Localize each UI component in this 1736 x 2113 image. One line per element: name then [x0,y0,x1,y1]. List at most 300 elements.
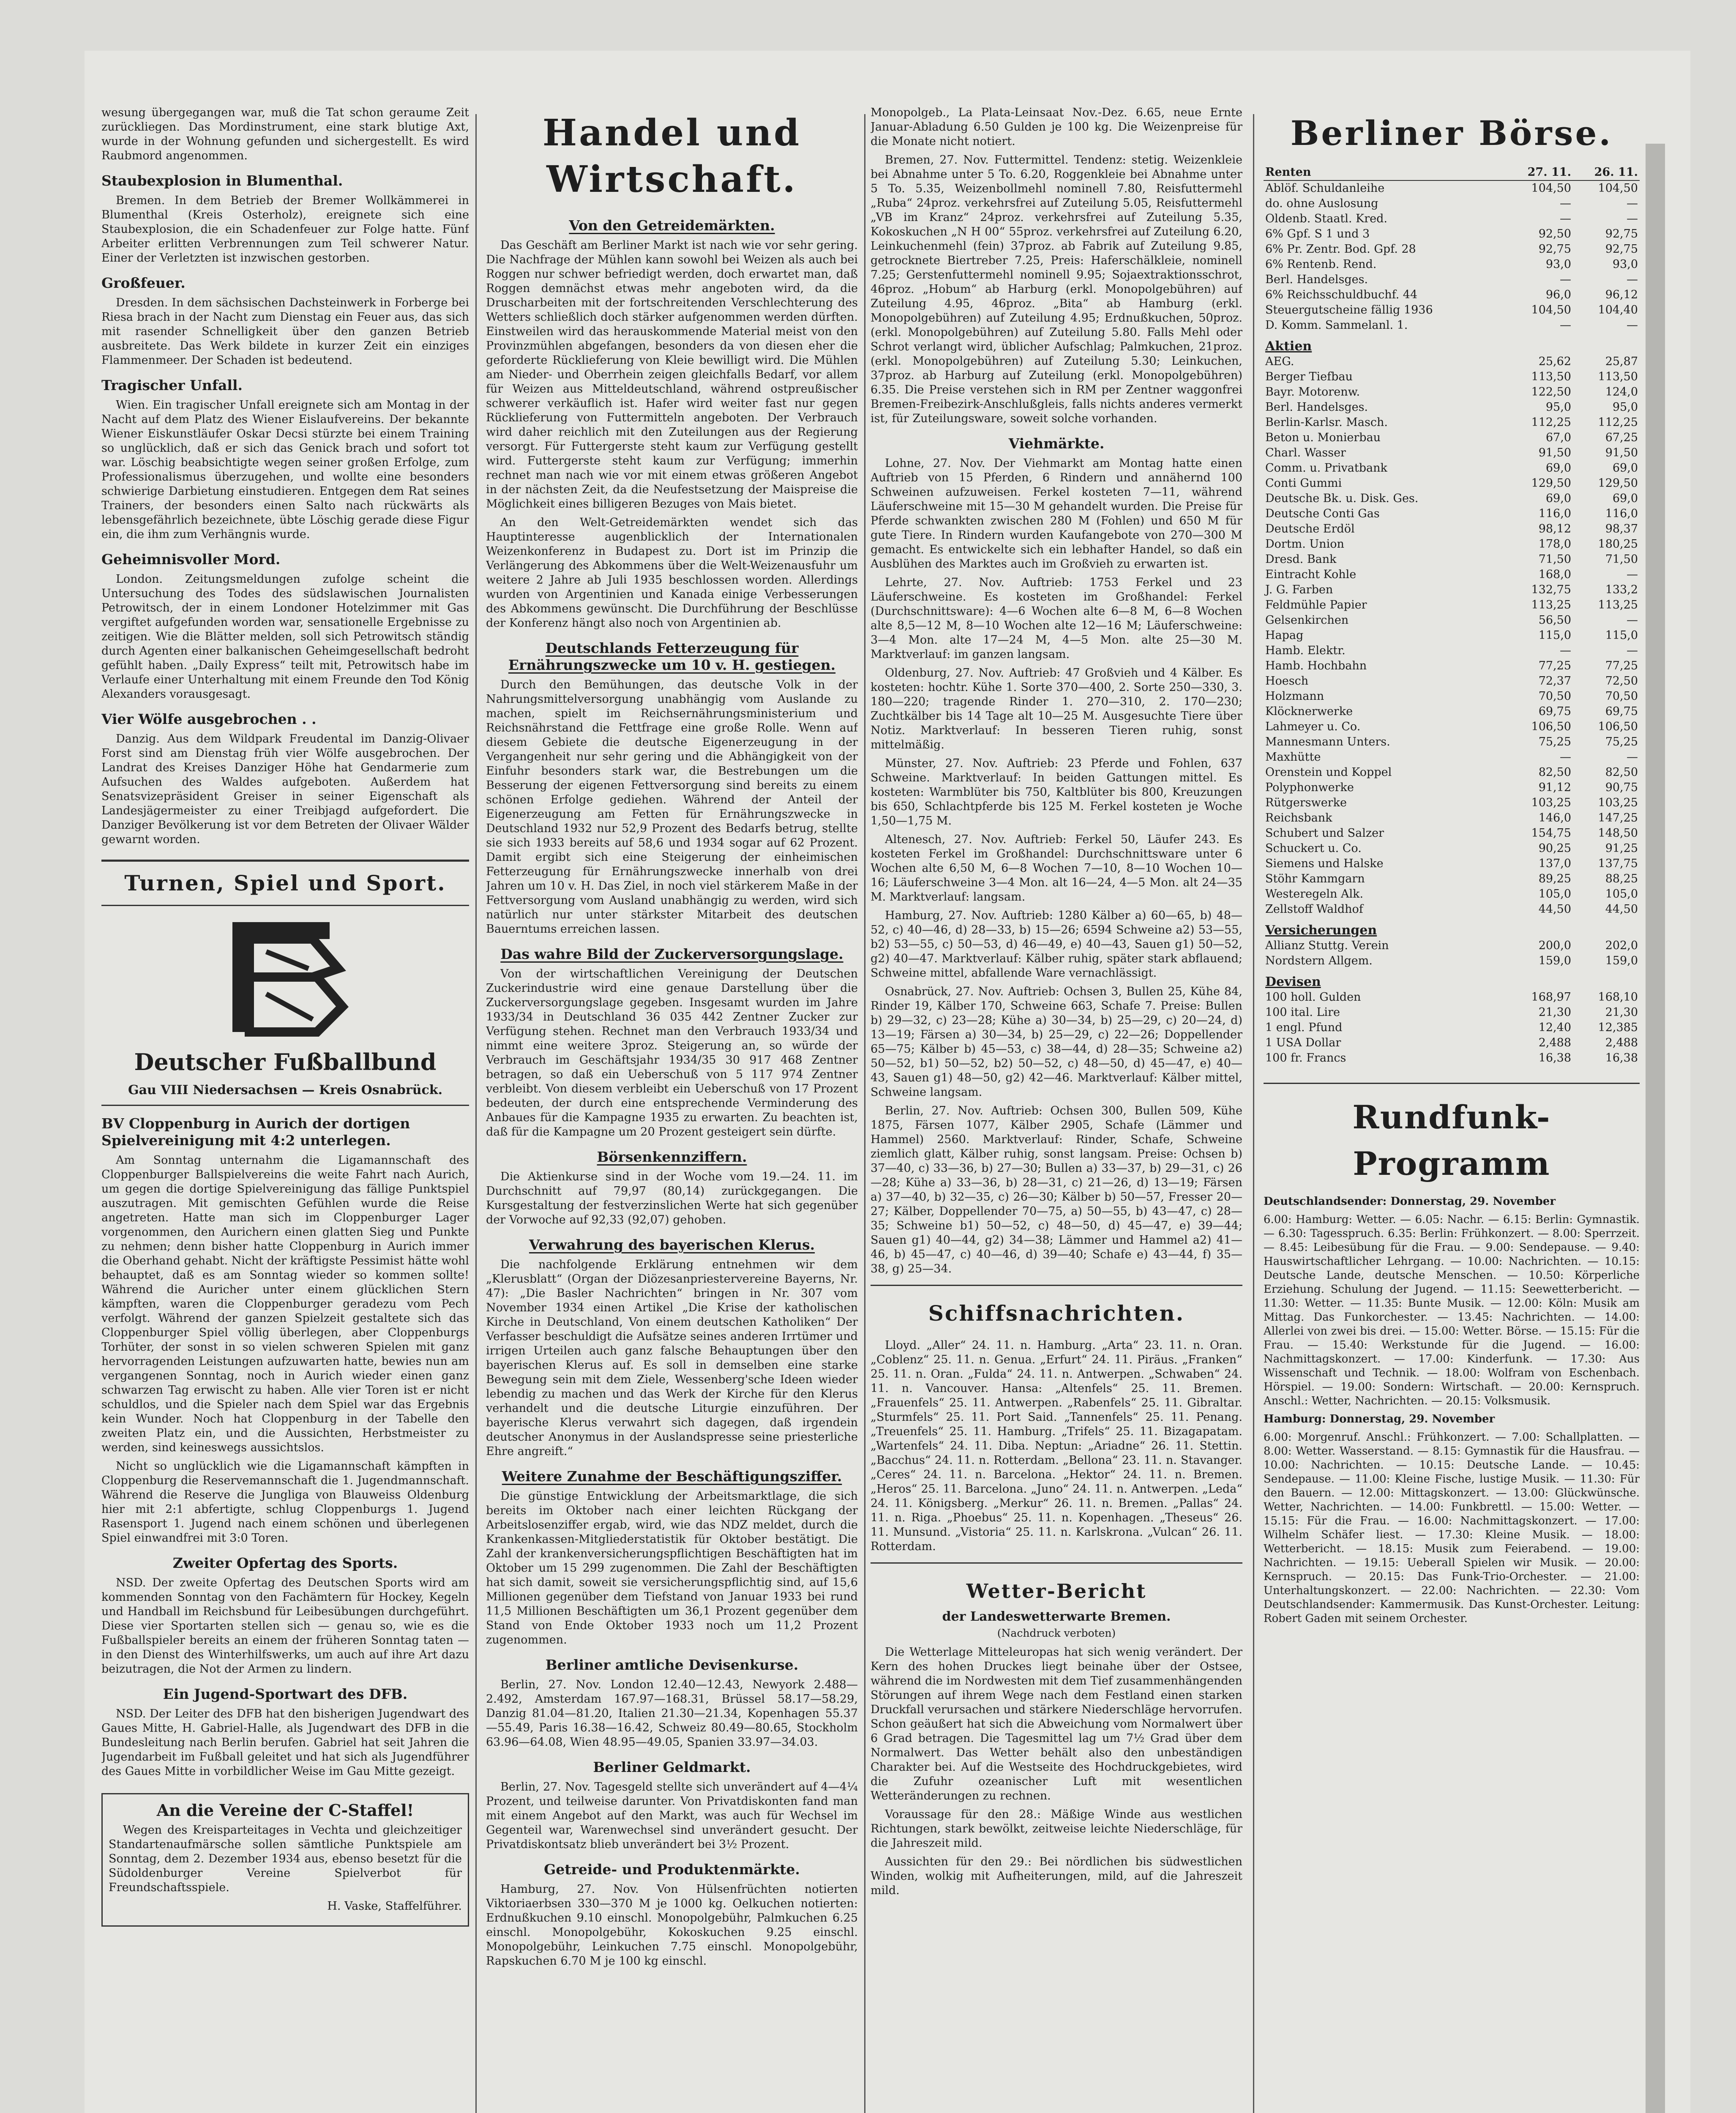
article-body: Dresden. In dem sächsischen Dachsteinwerk in Forberge bei Riesa brach in der Nacht zum Dienstag ein Feuer aus, das sich mit rasender Schnelligkeit über den ganzen Betrieb ausbreitete. Das Werk bildete in kurzer Zeit ein einziges Flammenmeer. Der Schaden ist bedeutend. [101,296,469,367]
article-title: Geheimnisvoller Mord. [101,551,281,568]
article-body: London. Zeitungsmeldungen zufolge scheint die Untersuchung des Todes des südslawischen Journalisten Petrowitsch, der in einem Londoner Hotelzimmer mit Gas vergiftet aufgefunden worden war, sensationelle Ergebnisse zu zeitigen. Wie die Blätter melden, soll sich Petrowitsch ständig durch Agenten einer balkanischen Geheimgesellschaft bedroht gefühlt haben. „Daily Express“ teilt mit, Petrowitsch habe im Verlaufe einer Unterhaltung mit einem Freunde den Tod König Alexanders vorausgesagt. [101,573,469,701]
security-name: Schubert und Salzer [1265,827,1384,840]
table-row [1264,521,1640,537]
price-current: 75,25 [1538,735,1571,748]
article-title: Börsenkennziffern. [597,1149,747,1165]
table-row [1264,287,1640,303]
cattle-market-entry: Oldenburg, 27. Nov. Auftrieb: 47 Großvieh und 4 Kälber. Es kosteten: hochtr. Kühe 1. Sorte 370—400, 2. Sorte 250—330, 3. 180—220; tragende Rinder 1. 270—310, 2. 170—230; Zuchtkälber bis 14 Tage alt 10—25 M. Ausgesuchte Tiere über Notiz. Marktverlauf: In besseren Tieren ruhig, sonst mittelmäßig. [871,666,1242,751]
security-name: Beton u. Monierbau [1265,431,1381,444]
price-previous: 69,0 [1612,492,1638,505]
security-name: 6% Gpf. S 1 und 3 [1265,227,1370,240]
security-name: 100 ital. Lire [1265,1006,1340,1019]
price-previous: 69,0 [1612,461,1638,475]
article-title: Großfeuer. [101,275,186,291]
security-name: Westeregeln Alk. [1265,887,1364,901]
article-body: Durch den Bemühungen, das deutsche Volk in der Nahrungsmittelversorgung unabhängig vom Auslande zu machen, spielt im Reichsernährungsministerium und Reichsnährstand die Fettfrage eine große Rolle. Wenn auf diesem Gebiete die deutsche Eigenerzeugung in der Vergangenheit nur sehr gering und die Abhängigkeit von der Einfuhr besonders stark war, die Bestrebungen um die Besserung der eigenen Fettversorgung sind bereits zu einem schönen Erfolge gediehen. Während der Anteil der Eigenerzeugung am Fetten für Ernährungszwecke in Deutschland 1932 nur 52,9 Prozent des Bedarfs betrug, stellte sie sich 1933 bereits auf 58,6 und 1934 sogar auf 62 Prozent. Damit ergibt sich eine Steigerung der einheimischen Fetterzeugung für Ernährungszwecke innerhalb von drei Jahren um 10 v. H. Das Ziel, in noch viel stärkerem Maße in der Fettversorgung vom Ausland unabhängig zu werden, wird sich natürlich nur unter stärkster Mitarbeit des deutschen Bauerntums erreichen lassen. [486,678,858,936]
staffel-text: Wegen des Kreisparteitages in Vechta und gleichzeitiger Standartenaufmärsche sollen sämtliche Punktspiele am Sonntag, dem 2. Dezember 1934 aus, ebenso besetzt für die Südoldenburger Vereine Spielverbot für Freundschaftsspiele. [109,1824,462,1894]
table-row [1264,856,1640,871]
article-title: Verwahrung des bayerischen Klerus. [529,1237,815,1253]
price-previous: 44,50 [1605,903,1638,916]
price-previous: 113,50 [1598,370,1638,383]
security-name: 6% Pr. Zentr. Bod. Gpf. 28 [1265,243,1416,256]
security-name: Deutsche Conti Gas [1265,507,1380,520]
security-name: Reichsbank [1265,811,1332,824]
security-name: Schuckert u. Co. [1265,842,1362,855]
price-current: 168,97 [1531,991,1571,1004]
price-previous: 159,0 [1605,954,1638,967]
price-current: 82,50 [1538,766,1571,779]
price-current: 112,25 [1531,416,1571,429]
security-name: 1 USA Dollar [1265,1036,1341,1049]
table-row [1264,598,1640,613]
price-current: 44,50 [1538,903,1571,916]
price-current: 89,25 [1538,872,1571,885]
price-current: 129,50 [1531,477,1571,490]
table-row [1264,445,1640,461]
column-rule [864,114,865,2113]
table-row [1264,582,1640,598]
security-name: 100 holl. Gulden [1265,991,1361,1004]
security-name: Rütgerswerke [1265,796,1347,809]
security-name: Zellstoff Waldhof [1265,903,1363,916]
price-previous: 106,50 [1598,720,1638,733]
price-previous: 82,50 [1605,766,1638,779]
price-previous: 67,25 [1605,431,1638,444]
match-title: BV Cloppenburg in Aurich der dortigen Spielvereinigung mit 4:2 unterlegen. [101,1115,410,1149]
security-name: Eintracht Kohle [1265,568,1357,581]
article-body: Die günstige Entwicklung der Arbeitsmarktlage, die sich bereits im Oktober nach einer leichten Rückgang der Arbeitslosenziffer ergab, wird, wie das NDZ meldet, durch die Krankenkassen-Mitgliederstatistik für Oktober bestätigt. Die Zahl der krankenversicherungspflichtigen Beschäftigten hat im Oktober um 15 299 zugenommen. Die Zahl der Beschäftigten hat sich damit, soweit sie versicherungspflichtig sind, auf 15,6 Millionen gegenüber dem Tiefstand von Januar 1933 bei rund 11,5 Millionen Beschäftigten um 36,1 Prozent gegenüber dem Stand von Ende Oktober 1933 noch um 11,2 Prozent zugenommen. [486,1490,858,1646]
price-previous: 12,385 [1598,1021,1638,1034]
cattle-market-entry: Münster, 27. Nov. Auftrieb: 23 Pferde und Fohlen, 637 Schweine. Marktverlauf: In beiden Gattungen mittel. Es kosteten: Warmblüter bis 750, Kaltblüter bis 800, Kreuzungen bis 650, Schlachtpferde bis 125 M. Ferkel kosteten je Woche 1,50—1,75 M. [871,757,1242,827]
price-current: 92,75 [1538,243,1571,256]
binding-edge [1646,144,1665,2113]
table-row [1264,887,1640,902]
newspaper-page [85,51,1690,2113]
section-label-row [1264,333,1640,354]
price-previous: 91,50 [1605,446,1638,459]
security-name: Hamb. Hochbahn [1265,659,1367,672]
article-body: Berlin, 27. Nov. Tagesgeld stellte sich unverändert auf 4—4¼ Prozent, und teilweise darunter. Von Privatdiskonten fand man mit einem Angebot auf den Markt, was auch für Wechsel im Gegenteil war, Warenwechsel sind unverändert gesucht. Der Privatdiskontsatz blieb unverändert bei 3½ Prozent. [486,1780,858,1851]
price-current: 25,62 [1538,355,1571,368]
table-row [1264,272,1640,287]
article-body: Danzig. Aus dem Wildpark Freudental im Danzig-Olivaer Forst sind am Dienstag früh vier Wölfe ausgebrochen. Der Landrat des Kreises Danziger Höhe hat Gendarmerie zum Aufsuchen des Waldes aufgeboten. Außerdem hat Senatsvizepräsident Greiser in seiner Eigenschaft als Landesjägermeister zu einer Treibjagd aufgefordert. Die Danziger Bevölkerung ist vor dem Betreten der Olivaer Wälder gewarnt worden. [101,732,469,846]
table-row [1264,400,1640,415]
price-previous: — [1627,212,1638,225]
security-name: Deutsche Bk. u. Disk. Ges. [1265,492,1419,505]
table-row [1264,506,1640,521]
price-previous: 92,75 [1605,227,1638,240]
price-previous: 92,75 [1605,243,1638,256]
security-name: Deutsche Erdöl [1265,522,1355,535]
radio-station-header: Deutschlandsender: Donnerstag, 29. November [1264,1195,1556,1208]
article-title: Getreide- und Produktenmärkte. [544,1861,800,1878]
security-name: Dortm. Union [1265,538,1344,551]
price-previous: 70,50 [1605,690,1638,703]
security-name: 6% Rentenb. Rend. [1265,258,1377,271]
price-previous: 69,75 [1605,705,1638,718]
price-previous: 93,0 [1612,258,1638,271]
cattle-market-entry: Lehrte, 27. Nov. Auftrieb: 1753 Ferkel und 23 Läuferschweine. Es kosteten im Großhandel: Ferkel (Durchschnittsware): 4—6 Wochen alte 6—8 M, 6—8 Wochen alte 8,5—12 M, 8—10 Wochen alte 12—16 M; Läuferschweine: 3—4 Mon. alte 17—24 M, 4—5 Mon. alte 25—30 M. Marktverlauf: im ganzen langsam. [871,576,1242,661]
price-current: 137,0 [1538,857,1571,870]
jugend-text: NSD. Der Leiter des DFB hat den bisherigen Jugendwart des Gaues Mitte, H. Gabriel-Halle, als Jugendwart des DFB in die Bundesleitung nach Berlin berufen. Gabriel hat seit Jahren die Jugendarbeit im Fußball geleitet und hat sich als Jugendführer des Gaues Mitte in vorbildlicher Weise im Gau Mitte gezeigt. [101,1707,469,1778]
price-previous: 72,50 [1605,674,1638,688]
price-current: — [1560,212,1571,225]
price-current: 132,75 [1531,583,1571,596]
article-body: Von der wirtschaftlichen Vereinigung der Deutschen Zuckerindustrie wird eine genaue Darstellung über die Zuckerversorgungslage gegeben. Insgesamt wurden im Jahre 1933/34 in Deutschland 36 035 442 Zentner Zucker zur Verfügung stehen. Rechnet man den Verbrauch 1933/34 und nimmt eine weitere 3proz. Steigerung an, so würde der Verbrauch im Geschäftsjahr 1934/35 30 917 468 Zentner betragen, so daß ein Ueberschuß von 5 117 974 Zentner verbleibt. Von diesem verbleibt ein Ueberschuß von 17 Prozent bedeuten, der durch eine entsprechende Verminderung des Anbaues für die Kampagne 1935 zu erwarten. Zu beachten ist, daß für die Kampagne um 20 Prozent gesteigert sein dürfte. [486,967,858,1138]
weather-title: Wetter-Bericht [966,1580,1147,1602]
price-previous: 104,50 [1598,182,1638,195]
price-previous: 116,0 [1605,507,1638,520]
price-previous: 77,25 [1605,659,1638,672]
security-name: 1 engl. Pfund [1265,1021,1343,1034]
match-report: Am Sonntag unternahm die Ligamannschaft des Cloppenburger Ballspielvereins die weite Fahrt nach Aurich, um gegen die dortige Spielvereinigung das fällige Punktspiel auszutragen. Mit gemischten Gefühlen wurde die Reise angetreten. Hatte man sich im Cloppenburger Lager vorgenommen, den Aurichern einen glatten Sieg und Punkte zu nehmen; denn bisher hatte Cloppenburg in Aurich immer die Oberhand gehabt. Nicht der kräftigste Pessimist hätte wohl behauptet, daß es am Sonntag wieder so kommen sollte! Während die Auricher unter einem glücklichen Stern kämpften, waren die Cloppenburger geradezu vom Pech verfolgt. Während der ganzen Spielzeit gestaltete sich das Cloppenburger Spiel völlig überlegen, aber Cloppenburgs Torhüter, der sonst in so vielen schweren Spielen mit ganz hervorragenden Leistungen aufzuwarten hatte, bewies nun am vergangenen Sonntag, noch in Aurich wieder einen ganz schwarzen Tag erwischt zu haben. Alle vier Toren ist er nicht schuldlos, und die Spieler nach dem Spiel war das Ergebnis kein Wunder. Noch hat Cloppenburg in der Tabelle den zweiten Platz ein, und die Aussichten, Herbstmeister zu werden, sind keineswegs aussichtslos. [101,1154,469,1454]
table-row [1264,750,1640,765]
table-row [1264,953,1640,969]
price-current: 67,0 [1545,431,1571,444]
cattle-market-entry: Berlin, 27. Nov. Auftrieb: Ochsen 300, Bullen 509, Kühe 1875, Färsen 1077, Kälber 2905, Schafe (Lämmer und Hammel) 2560. Marktverlauf: Rinder, Schafe, Schweine ziemlich glatt, Kälber ruhig, sonst langsam. Preise: Ochsen b) 37—40, c) 33—36, b) 27—30; Bullen a) 33—37, b) 29—31, c) 26—28; Kühe a) 33—36, b) 28—31, c) 21—26, d) 13—19; Färsen a) 37—40, b) 32—35, c) 26—30; Kälber b) 50—57, Fresser 20—27; Kälber, Doppellender 70—75, a) 50—55, b) 43—47, c) 28—35; Schweine b1) 50—52, c) 48—50, d) 45—47, e) 39—44; Sauen g1) 40—44, g2) 34—38; Lämmer und Hammel a2) 41—46, b) 45—47, c) 40—46, d) 39—40; Schafe e) 43—44, f) 35—38, g) 25—34. [871,1104,1242,1275]
table-row [1264,990,1640,1005]
table-row [1264,734,1640,750]
price-current: 103,25 [1531,796,1571,809]
price-previous: — [1627,614,1638,627]
table-row [1264,430,1640,445]
price-current: 106,50 [1531,720,1571,733]
radio-masthead: Rundfunk-Programm [1352,1098,1551,1182]
table-row [1264,461,1640,476]
opfertag-text: NSD. Der zweite Opfertag des Deutschen Sports wird am kommenden Sonntag von den Fachämtern für Hockey, Kegeln und Handball im Reichsbund für Leibesübungen durchgeführt. Diese vier Sportarten stellen sich — genau so, wie es die Fußballspieler bereits an einem der früheren Sonntag taten — in den Dienst des Winterhilfswerks, um auch auf ihre Art dazu beizutragen, die Not der Armen zu lindern. [101,1576,469,1676]
price-current: 159,0 [1538,954,1571,967]
table-row [1264,689,1640,704]
price-current: 105,0 [1538,887,1571,901]
security-name: Siemens und Halske [1265,857,1384,870]
table-row [1264,1035,1640,1051]
table-row [1264,658,1640,674]
security-name: Orenstein und Koppel [1265,766,1392,779]
price-previous: 148,50 [1598,827,1638,840]
table-row [1264,811,1640,826]
price-previous: 104,40 [1598,303,1638,317]
price-current: 168,0 [1538,568,1571,581]
table-row [1264,1051,1640,1066]
price-previous: 98,37 [1605,522,1638,535]
price-previous: 2,488 [1605,1036,1638,1049]
date-column-1: 27. 11. [1506,165,1573,180]
price-previous: 112,25 [1598,416,1638,429]
security-name: Berl. Handelsges. [1265,401,1368,414]
table-row [1264,242,1640,257]
table-row [1264,567,1640,582]
price-current: 146,0 [1538,811,1571,824]
section-label-row [1264,969,1640,990]
cattle-market-entry: Hamburg, 27. Nov. Auftrieb: 1280 Kälber a) 60—65, b) 48—52, c) 40—46, d) 28—33, b) 15—26; 6594 Schweine a2) 53—55, b2) 53—55, c) 50—53, d) 46—49, e) 40—43, Sauen g1) 50—52, g2) 40—47. Marktverlauf: Kälber ruhig, später stark abflauend; Schweine mittel, abfallende Ware vernachlässigt. [871,909,1242,980]
price-current: 96,0 [1545,288,1571,301]
sport-heading: Turnen, Spiel und Sport. [124,871,446,895]
column-rule [1253,114,1254,2113]
article-body: Bremen. In dem Betrieb der Bremer Wollkämmerei in Blumenthal (Kreis Osterholz), ereignete sich eine Staubexplosion, die ein Schadenfeuer zur Folge hatte. Fünf Arbeiter erlitten Verbrennungen zum Teil schwerer Natur. Einer der Verletzten ist inzwischen gestorben. [101,194,469,265]
table-row [1264,871,1640,887]
price-current: 71,50 [1538,553,1571,566]
security-name: Gelsenkirchen [1265,614,1349,627]
table-row [1264,938,1640,953]
price-previous: — [1627,319,1638,332]
price-current: 122,50 [1531,385,1571,399]
price-current: 92,50 [1538,227,1571,240]
table-row [1264,1020,1640,1035]
price-previous: 21,30 [1605,1006,1638,1019]
price-current: 69,0 [1545,492,1571,505]
table-row [1264,826,1640,841]
security-name: J. G. Farben [1265,583,1333,596]
price-previous: 88,25 [1605,872,1638,885]
table-row [1264,765,1640,780]
column-trade-economy [486,106,858,2113]
table-row [1264,674,1640,689]
table-row [1264,476,1640,491]
table-row [1264,196,1640,211]
security-name: 100 fr. Francs [1265,1051,1346,1065]
security-name: Polyphonwerke [1265,781,1354,794]
price-previous: 124,0 [1605,385,1638,399]
table-header-row [1264,165,1640,180]
price-previous: 202,0 [1605,939,1638,952]
price-current: — [1560,644,1571,657]
price-current: 21,30 [1538,1006,1571,1019]
feed-market-report: Bremen, 27. Nov. Futtermittel. Tendenz: stetig. Weizenkleie bei Abnahme unter 5 To. 6.20, Roggenkleie bei Abnahme unter 5 To. 5.35, Weizenbollmehl nominell 7.80, Reisfuttermehl „Ruba“ 24proz. verkehrsfrei auf Zuteilung 5.05, Reisfuttermehl „VB im Kranz“ 24proz. verkehrsfrei auf Zuteilung 5.35, Kokoskuchen „N H 00“ 55proz. verkehrsfrei auf Zuteilung 6.20, Leinkuchenmehl (fein) 37proz. ab Fabrik auf Zuteilung 9.85, getrocknete Biertreber 7.25, Preis: Haferschälkleie, nominell 7.25; Gerstenfuttermehl nominell 9.95; Sojaextraktionsschrot, 46proz. „Hobum“ ab Harburg (erkl. Monopolgebühren) auf Zuteilung 4.95, 46proz. „Bita“ ab Hamburg (erkl. Monopolgebühren) auf Zuteilung 4.95; Erdnußkuchen, 50proz. (erkl. Monopolgebühren) auf Zuteilung 5.80. Falls Mehl oder Schrot verlangt wird, üblicher Aufschlag; Palmkuchen, 21proz. (erkl. Monopolgebühren) auf Zuteilung 5.30; Leinkuchen, 37proz. ab Harburg auf Zuteilung (erkl. Monopolgebühren) 6.35. Die Preise verstehen sich in RM per Zentner waggonfrei Bremen-Freibezirk-Anschlußgleis, falls nichts anderes vermerkt ist, für Zuteilungsware, soweit solche vorhanden. [871,153,1242,425]
price-previous: 16,38 [1605,1051,1638,1065]
dfb-title: Deutscher Fußballbund [134,1048,437,1076]
price-current: 98,12 [1538,522,1571,535]
price-previous: 95,0 [1612,401,1638,414]
staffel-signature: H. Vaske, Staffelführer. [327,1900,462,1913]
opfertag-title: Zweiter Opfertag des Sports. [172,1555,398,1571]
table-row [1264,1005,1640,1020]
price-previous: 71,50 [1605,553,1638,566]
table-row [1264,537,1640,552]
table-row [1264,211,1640,227]
column-markets-shipping-weather [871,106,1242,2113]
price-current: 200,0 [1538,939,1571,952]
dfb-logo-icon [216,914,355,1040]
weather-note: (Nachdruck verboten) [997,1627,1116,1639]
price-previous: 91,25 [1605,842,1638,855]
article-continuation: Monopolgeb., La Plata-Leinsaat Nov.-Dez. 6.65, neue Ernte Januar-Abladung 6.50 Gulden je 100 kg. Die Weizenpreise für die Monate nicht notiert. [871,106,1242,148]
divider [1264,1083,1640,1084]
security-name: Allianz Stuttg. Verein [1265,939,1389,952]
price-previous: — [1627,568,1638,581]
price-current: 115,0 [1538,629,1571,642]
security-name: Berger Tiefbau [1265,370,1353,383]
jugend-title: Ein Jugend-Sportwart des DFB. [163,1686,408,1702]
article-title: Das wahre Bild der Zuckerversorgungslage. [500,946,843,962]
security-name: Ablöf. Schuldanleihe [1265,182,1385,195]
table-row [1264,227,1640,242]
price-current: 69,0 [1545,461,1571,475]
column-rule [475,114,477,2113]
table-row [1264,719,1640,734]
shipping-title: Schiffsnachrichten. [928,1301,1185,1326]
article-body: Die nachfolgende Erklärung entnehmen wir dem „Klerusblatt“ (Organ der Diözesanpriestervereine Bayerns, Nr. 47): „Die Basler Nachrichten“ bringen in Nr. 307 vom November 1934 einen Artikel „Die Krise der katholischen Kirche in Deutschland, Von einem deutschen Katholiken“ Der Verfasser beschuldigt die Aufsätze seines anderen Irrtümer und irrigen Urteilen auch ganz falsche Behauptungen über den bayerischen Klerus auf. Es soll in demselben eine starke Bewegung sein mit dem Ziele, Wessenberg'sche Ideen wieder lebendig zu machen und das Werk der Kirche für den Klerus verhandelt und die deutsche Liturgie einzuführen. Der bayerische Klerus verwahrt sich dagegen, daß irgendein deutscher Anonymus in der Auslandspresse seine priesterliche Ehre angreift.“ [486,1258,858,1458]
table-row [1264,780,1640,795]
article-title: Tragischer Unfall. [101,377,243,393]
radio-program [1264,1195,1640,1626]
staffel-title: An die Vereine der C-Staffel! [156,1801,414,1820]
table-row [1264,180,1640,196]
weather-report: Die Wetterlage Mitteleuropas hat sich wenig verändert. Der Kern des hohen Druckes liegt beinahe über der Ostsee, während die im Nordwesten mit dem Tief zusammenhängenden Störungen auf ihrem Wege nach dem Festland einen starken Druckfall verursachen und stärkere Niederschläge hervorrufen. Schon geäußert hat sich die Abweichung vom Normalwert über 6 Grad betragen. Die Tagesmittel lag um 7½ Grad über dem Normalwert. Das Wetter behält also den unbeständigen Charakter bei. Auf die Westseite des Hochdruckgebietes, wird die Zufuhr ozeanischer Luft mit wesentlichen Wetteränderungen zu rechnen. [871,1646,1242,1802]
price-previous: 133,2 [1605,583,1638,596]
column-local-news-sport [101,106,469,2113]
price-current: 91,12 [1538,781,1571,794]
security-name: Hamb. Elektr. [1265,644,1346,657]
section-label: Aktien [1265,339,1312,354]
price-current: 154,75 [1531,827,1571,840]
security-name: 6% Reichsschuldbuchf. 44 [1265,288,1418,301]
price-current: 93,0 [1545,258,1571,271]
section-label-row [1264,917,1640,938]
article-body: Hamburg, 27. Nov. Von Hülsenfrüchten notierten Viktoriaerbsen 330—370 M je 1000 kg. Oelkuchen notierten: Erdnußkuchen 9.10 einschl. Monopolgebühr, Palmkuchen 6.25 einschl. Monopolgebühr, Kokoskuchen 9.25 einschl. Monopolgebühr, Leinkuchen 7.75 einschl. Monopolgebühr, Rapskuchen 6.70 M je 100 kg einschl. [486,1883,858,1968]
table-row [1264,385,1640,400]
price-previous: 103,25 [1598,796,1638,809]
table-row [1264,318,1640,333]
security-name: Hoesch [1265,674,1309,688]
price-current: 56,50 [1538,614,1571,627]
table-row [1264,303,1640,318]
price-current: 116,0 [1538,507,1571,520]
security-name: Maxhütte [1265,751,1321,764]
table-row [1264,613,1640,628]
article-title: Berliner Geldmarkt. [593,1759,751,1775]
table-row [1264,491,1640,506]
table-row [1264,704,1640,719]
price-previous: — [1627,751,1638,764]
security-name: Lahmeyer u. Co. [1265,720,1361,733]
match-report-2: Nicht so unglücklich wie die Ligamannschaft kämpften in Cloppenburg die Reservemannschaft die 1. Jugendmannschaft. Während die Reserve die Jungliga von Blauweiss Oldenburg hier mit 2:1 abfertigte, schlug Cloppenburgs 1. Jugend Rasensport 1. Jugend nach einem schönen und überlegenen Spiel einwandfrei mit 3:0 Toren. [101,1460,469,1545]
column-stock-exchange-radio [1264,106,1640,2113]
security-name: D. Komm. Sammelanl. 1. [1265,319,1408,332]
price-previous: 90,75 [1605,781,1638,794]
price-current: 104,50 [1531,303,1571,317]
security-name: Feldmühle Papier [1265,598,1367,612]
weather-outlook: Aussichten für den 29.: Bei nördlichen bis südwestlichen Winden, wolkig mit Aufheiterungen, mild, auf die Jahreszeit mild. [871,1855,1242,1897]
cattle-market-entry: Lohne, 27. Nov. Der Viehmarkt am Montag hatte einen Auftrieb von 15 Pferden, 6 Rindern und annähernd 100 Schweinen aufzuweisen. Ferkel kosteten 7—11, während Läuferschweine mit 15—30 M gehandelt wurden. Die Preise für Pferde schwankten zwischen 280 M (Fohlen) und 650 M für gute Tiere. In Rindern wurden Kaufangebote von 270—300 M gemacht. Es entwickelte sich ein lebhafter Handel, so daß ein Ausblühen des Marktes auch im Großvieh zu erwarten ist. [871,457,1242,571]
stock-exchange-table [1264,165,1640,1066]
price-previous: 180,25 [1598,538,1638,551]
security-name: Charl. Wasser [1265,446,1346,459]
price-current: 95,0 [1545,401,1571,414]
security-name: Stöhr Kammgarn [1265,872,1365,885]
price-current: — [1560,197,1571,210]
price-current: 113,25 [1531,598,1571,612]
price-current: — [1560,319,1571,332]
security-name: AEG. [1265,355,1294,368]
price-current: 69,75 [1538,705,1571,718]
price-previous: — [1627,273,1638,286]
security-name: Nordstern Allgem. [1265,954,1373,967]
cattle-market-entry: Osnabrück, 27. Nov. Auftrieb: Ochsen 3, Bullen 25, Kühe 84, Rinder 19, Kälber 170, Schweine 663, Schafe 7. Preise: Bullen b) 29—32, c) 23—28; Kühe a) 30—34, b) 25—29, c) 20—24, d) 13—19; Färsen a) 30—34, b) 25—29, c) 22—26; Doppellender 65—75; Kälber b) 45—53, c) 38—44, d) 28—35; Schweine a2) 50—52, b1) 50—52, b2) 50—52, c) 48—50, d) 45—47, e) 40—43, Sauen g1) 48—50, g2) 42—46. Marktverlauf: Kälber mittel, Schweine langsam. [871,985,1242,1099]
price-current: 113,50 [1531,370,1571,383]
price-previous: 168,10 [1598,991,1638,1004]
price-current: 12,40 [1538,1021,1571,1034]
dfb-subtitle: Gau VIII Niedersachsen — Kreis Osnabrück. [128,1083,443,1097]
table-row [1264,354,1640,369]
article-body: An den Welt-Getreidemärkten wendet sich das Hauptinteresse augenblicklich der Internationalen Weizenkonferenz in Budapest zu. Dort ist im Prinzip die Verlängerung des Abkommens über die Welt-Weizenausfuhr um weitere 2 Jahre ab Juli 1935 beschlossen worden. Allerdings wurden von Argentinien und Kanada einige Verbesserungen des Abkommens gewünscht. Die Durchführung der Beschlüsse der Konferenz hängt also noch von Argentinien ab. [486,516,858,630]
stock-exchange-masthead: Berliner Börse. [1290,113,1613,153]
table-row [1264,795,1640,811]
price-current: 178,0 [1538,538,1571,551]
price-previous: 137,75 [1598,857,1638,870]
price-current: 72,37 [1538,674,1571,688]
price-current: — [1560,273,1571,286]
price-previous: 75,25 [1605,735,1638,748]
table-row [1264,369,1640,385]
security-name: Berl. Handelsges. [1265,273,1368,286]
article-body: Berlin, 27. Nov. London 12.40—12.43, Newyork 2.488—2.492, Amsterdam 167.97—168.31, Brüssel 58.17—58.29, Danzig 81.04—81.20, Italien 21.30—21.34, Kopenhagen 55.37—55.49, Paris 16.38—16.42, Schweiz 80.49—80.65, Stockholm 63.96—64.08, Wien 48.95—49.05, Spanien 33.97—34.03. [486,1678,858,1749]
price-current: 70,50 [1538,690,1571,703]
table-row [1264,628,1640,643]
price-current: — [1560,751,1571,764]
table-row [1264,902,1640,917]
price-current: 2,488 [1538,1036,1571,1049]
table-row [1264,415,1640,430]
table-row [1264,552,1640,567]
security-name: Mannesmann Unters. [1265,735,1390,748]
article-body: Das Geschäft am Berliner Markt ist nach wie vor sehr gering. Die Nachfrage der Mühlen kann sowohl bei Weizen als auch bei Roggen nur schwer befriedigt werden, doch erwartet man, daß Roggen demnächst etwas mehr angeboten wird, da die Druscharbeiten mit der fortschreitenden Verschlechterung des Wetters schließlich doch stärker aufgenommen werden dürften. Einstweilen wird das herauskommende Material meist von den Provinzmühlen abgefangen, besonders da von diesen eher die geforderte Rücklieferung von Kleie bewilligt wird. Die Mühlen am Nieder- und Oberrhein zeigen gleichfalls Bedarf, vor allem für Weizen aus Mitteldeutschland, während ostpreußischer schwerer verkäuflich ist. Hafer wird weiter fast nur gegen Rücklieferung von Futtermitteln angeboten. Der Verbrauch wird daher reichlich mit den Zuteilungen aus der Regierung versorgt. Für Futtergerste steht kaum zur Verfügung gestellt wird. Futtergerste steht kaum zur Verfügung; immerhin rechnet man nach wie vor mit einem etwas größeren Angebot in der nächsten Zeit, da die Neufestsetzung der Maispreise die Möglichkeit eines billigeren Bezuges von Mais bietet. [486,239,858,511]
security-name: Steuergutscheine fällig 1936 [1265,303,1433,317]
article-body: Wien. Ein tragischer Unfall ereignete sich am Montag in der Nacht auf dem Platz des Wiener Eislaufvereins. Der bekannte Wiener Eiskunstläufer Oskar Decsi stürzte bei einem Training so unglücklich, daß er sich das Genick brach und sofort tot war. Löschig beabsichtigte wegen seiner großen Erfolge, zum Professionalismus überzugehen, und wollte eine besonders schwierige Darbietung einstudieren. Entgegen dem Rat seines Trainers, der besonders einen Salto nach rückwärts als lebensgefährlich bezeichnete, übte Löschig gerade diese Figur ein, die ihm zum Verhängnis wurde. [101,399,469,541]
security-name: Bayr. Motorenw. [1265,385,1360,399]
price-current: 16,38 [1538,1051,1571,1065]
weather-forecast: Voraussage für den 28.: Mäßige Winde aus westlichen Richtungen, stark bewölkt, zeitweise leichte Niederschläge, für die Jahreszeit mild. [871,1808,1242,1850]
radio-station-header: Hamburg: Donnerstag, 29. November [1264,1413,1495,1425]
article-title: Von den Getreidemärkten. [569,217,775,234]
table-row [1264,257,1640,272]
divider [871,1562,1242,1564]
article-title: Deutschlands Fetterzeugung für Ernährungszwecke um 10 v. H. gestiegen. [508,640,836,673]
price-previous: 113,25 [1598,598,1638,612]
price-previous: 96,12 [1605,288,1638,301]
price-current: 77,25 [1538,659,1571,672]
section-label: Versicherungen [1265,923,1377,938]
security-name: do. ohne Auslosung [1265,197,1378,210]
cattle-market-entry: Altenesch, 27. Nov. Auftrieb: Ferkel 50, Läufer 243. Es kosteten Ferkel im Großhandel: Durchschnittsware unter 6 Wochen alte 6,50 M, 6—8 Wochen 7—10, 8—10 Wochen 10—16; Läuferschweine 3—4 Mon. alt 16—24, 4—5 Mon. alt 24—35 M. Marktverlauf: langsam. [871,833,1242,904]
security-name: Oldenb. Staatl. Kred. [1265,212,1387,225]
price-previous: 25,87 [1605,355,1638,368]
price-current: 91,50 [1538,446,1571,459]
article-title: Staubexplosion in Blumenthal. [101,172,343,189]
security-name: Comm. u. Privatbank [1265,461,1387,475]
price-current: 90,25 [1538,842,1571,855]
trade-masthead: Handel und Wirtschaft. [542,112,802,201]
weather-subtitle: der Landeswetterwarte Bremen. [942,1609,1171,1624]
divider [871,1285,1242,1286]
security-name: Holzmann [1265,690,1324,703]
article-title: Vier Wölfe ausgebrochen . . [101,711,317,727]
radio-schedule: 6.00: Morgenruf. Anschl.: Frühkonzert. — 7.00: Schallplatten. — 8.00: Wetter. Wasserstand. — 8.15: Gymnastik für die Hausfrau. — 10.00: Nachrichten. — 10.15: Deutsche Lande. — 10.45: Sendepause. — 11.00: Kleine Fische, lustige Musik. — 11.30: Für den Bauern. — 12.00: Mittagskonzert. — 13.00: Glückwünsche. Wetter, Nachrichten. — 14.00: Funkbrettl. — 15.00: Wetter. — 15.15: Für die Frau. — 16.00: Nachmittagskonzert. — 17.00: Wilhelm Schäfer liest. — 17.30: Kleine Musik. — 18.00: Wetterbericht. — 18.15: Musik zum Feierabend. — 19.00: Nachrichten. — 19.15: Ueberall Spielen wir Musik. — 20.00: Kernspruch. — 20.15: Das Funk-Trio-Orchester. — 21.00: Unterhaltungskonzert. — 22.00: Nachrichten. — 22.30: Vom Deutschlandsender: Kammermusik. Das Kunst-Orchester. Leitung: Robert Gaden mit seinem Orchester. [1264,1431,1640,1625]
cattle-markets-title: Viehmärkte. [1008,435,1105,452]
price-previous: 129,50 [1598,477,1638,490]
security-name: Klöcknerwerke [1265,705,1353,718]
table-row [1264,841,1640,856]
staffel-notice [101,1793,469,1927]
article-title: Weitere Zunahme der Beschäftigungsziffer. [502,1468,842,1485]
price-previous: — [1627,644,1638,657]
price-current: 104,50 [1531,182,1571,195]
price-previous: — [1627,197,1638,210]
radio-schedule: 6.00: Hamburg: Wetter. — 6.05: Nachr. — 6.15: Berlin: Gymnastik. — 6.30: Tagesspruch. 6.35: Berlin: Frühkonzert. — 8.00: Sperrzeit. — 8.45: Leibesübung für die Frau. — 9.00: Sendepause. — 9.40: Hauswirtschaftlicher Lehrgang. — 10.00: Nachrichten. — 10.15: Deutsche Lande, deutsche Menschen. — 10.50: Körperliche Erziehung. Schulung der Jugend. — 11.15: Seewetterbericht. — 11.30: Wetter. — 11.35: Bunte Musik. — 12.00: Köln: Musik am Mittag. Das Funkorchester. — 13.45: Nachrichten. — 14.00: Allerlei von zwei bis drei. — 15.00: Wetter. Börse. — 15.15: Für die Frau. — 15.40: Werkstunde für die Jugend. — 16.00: Nachmittagskonzert. — 17.00: Kinderfunk. — 17.30: Aus Wissenschaft und Technik. — 18.00: Wolfram von Eschenbach. Hörspiel. — 19.00: Sondern: Wirtschaft. — 20.00: Kernspruch. Anschl.: Wetter, Nachrichten. — 20.15: Volksmusik. [1264,1213,1640,1407]
sport-section-header [101,860,469,906]
divider [101,1105,469,1106]
table-row [1264,643,1640,658]
security-name: Hapag [1265,629,1304,642]
